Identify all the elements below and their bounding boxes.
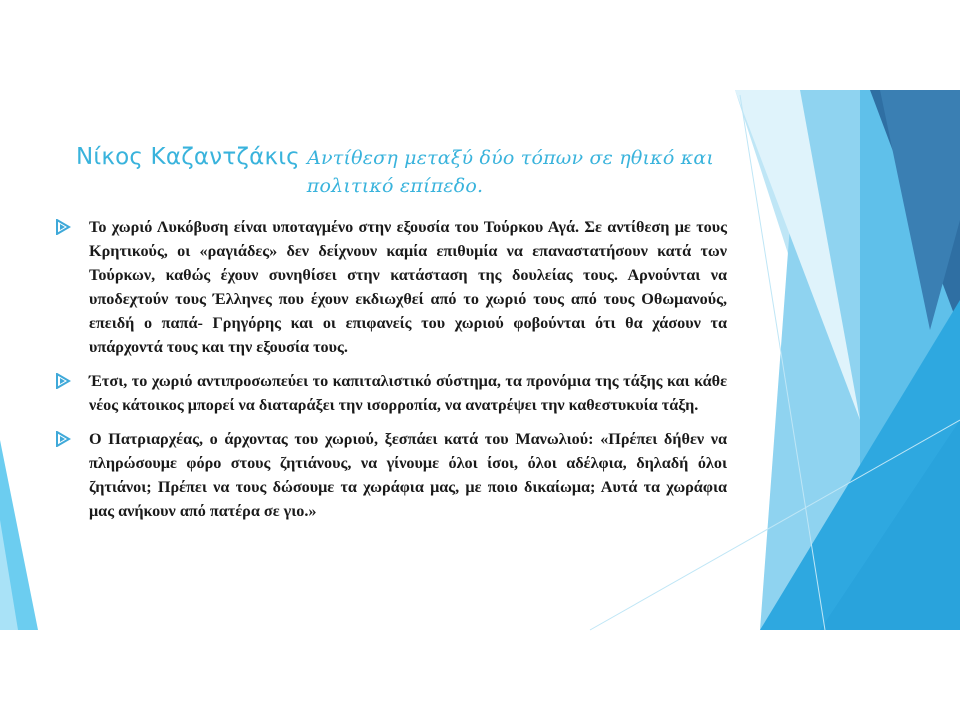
- bullet-text: Το χωριό Λυκόβυση είναι υποταγμένο στην εξουσία του Τούρκου Αγά. Σε αντίθεση με τους Κρητικούς, οι «ραγιάδες» δεν δείχνουν καμία επιθυμία να επαναστατήσουν κατά των Τούρκων, καθώς έχουν συνηθίσει στην κατάσταση της δουλείας τους. Αρνούνται να υποδεχτούν τους Έλληνες που έχουν εκδιωχθεί από το χωριό τους από τους Οθωμανούς, επειδή ο παπά- Γρηγόρης και οι επιφανείς του χωριού φοβούνται ότι θα χάσουν τα υπάρχοντά τους και την εξουσία τους.: [89, 218, 727, 356]
- list-item: [55, 215, 727, 359]
- triangle-bullet-icon: [55, 219, 71, 235]
- slide-title: [70, 143, 720, 200]
- title-author: Νίκος Καζαντζάκις: [75, 144, 300, 170]
- bullet-text: Ο Πατριαρχέας, ο άρχοντας του χωριού, ξεσπάει κατά του Μανωλιού: «Πρέπει δήθεν να πληρώσουμε φόρο στους ζητιάνους, να γίνουμε όλοι ίσοι, όλοι αδέλφια, δηλαδή όλοι ζητιάνοι; Πρέπει να τους δώσουμε τα χωράφια μας, με ποιο δικαίωμα; Αυτά τα χωράφια μας ανήκουν από πατέρα σε γιο.»: [89, 430, 727, 520]
- title-subtitle: Αντίθεση μεταξύ δύο τόπων σε ηθικό και πολιτικό επίπεδο.: [306, 147, 715, 197]
- list-item: [55, 369, 727, 417]
- bullet-text: Έτσι, το χωριό αντιπροσωπεύει το καπιταλιστικό σύστημα, τα προνόμια της τάξης και κάθε νέος κάτοικος μπορεί να διαταράξει την ισορροπία, να ανατρέψει την καθεστυκυία τάξη.: [89, 372, 727, 414]
- bullet-list: [55, 215, 727, 533]
- list-item: [55, 427, 727, 523]
- triangle-bullet-icon: [55, 431, 71, 447]
- triangle-bullet-icon: [55, 373, 71, 389]
